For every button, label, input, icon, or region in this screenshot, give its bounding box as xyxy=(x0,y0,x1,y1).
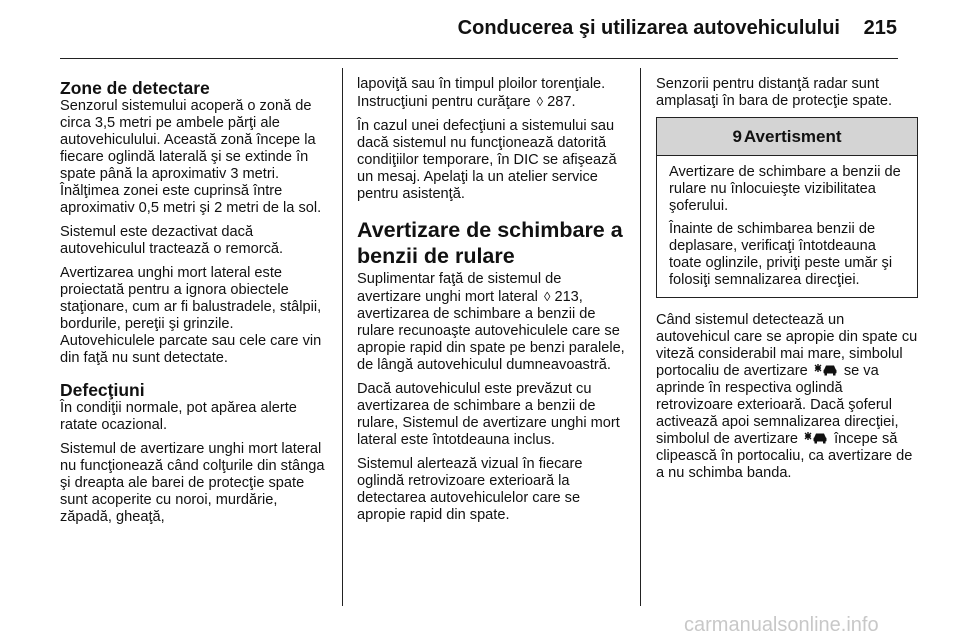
page-reference-link[interactable]: 213, xyxy=(554,289,583,305)
column-2 xyxy=(357,76,627,531)
column-1 xyxy=(60,78,328,533)
paragraph: Sistemul de avertizare unghi mort lateral nu funcţionează când colţurile din stânga şi dreapta ale barei de protecţie spate sunt acoperite cu noroi, murdărie, zăpadă, gheaţă, xyxy=(60,441,325,525)
watermark: carmanualsonline.info xyxy=(684,614,879,636)
column-divider-2 xyxy=(640,68,641,606)
lane-change-car-icon xyxy=(804,431,828,444)
header-divider xyxy=(60,58,898,59)
section-title-lane-change: Avertizare de schimbare a benzii de rulare xyxy=(357,218,623,268)
paragraph: Sistemul este dezactivat dacă autovehiculul tractează o remorcă. xyxy=(60,224,284,257)
warning-text: Avertizare de schimbare a benzii de rulare nu înlocuieşte vizibilitatea şoferului. xyxy=(669,164,901,214)
warning-text: Înainte de schimbarea benzii de deplasare, verificaţi întotdeauna toate oglinzile, priviţi peste umăr şi folosiţi semnalizarea direcţiei. xyxy=(669,221,893,288)
lane-change-car-icon xyxy=(814,363,838,376)
paragraph: Dacă autovehiculul este prevăzut cu avertizarea de schimbare a benzii de rulare, Sistemul de avertizare unghi mort lateral este întotdeauna inclus. xyxy=(357,381,620,448)
heading-detection-zones: Zone de detectare xyxy=(60,78,210,98)
paragraph: În condiţii normale, pot apărea alerte ratate ocazional. xyxy=(60,400,297,433)
paragraph: Când sistemul detectează un autovehicul care se apropie din spate cu viteză considerabil mai mare, simbolul portocaliu de avertizare se va aprinde în respectiva oglindă retrovizoare exterioară. Dacă şoferul activează apoi semnalizarea direcţiei, simbolul de avertizare începe să clipească în portocaliu, ca avertizare de a nu schimba banda. xyxy=(656,312,918,481)
warning-box xyxy=(656,117,918,298)
paragraph: În cazul unei defecţiuni a sistemului sau dacă sistemul nu funcţionează datorită condiţiilor temporare, în DIC se afişează un mesaj. Apelaţi la un atelier service pentru asistenţă. xyxy=(357,118,617,202)
column-divider-1 xyxy=(342,68,343,606)
page-number: 215 xyxy=(863,17,897,39)
paragraph: lapoviţă sau în timpul ploilor torenţiale. Instrucţiuni pentru curăţare ◊ 287. xyxy=(357,76,606,110)
paragraph: Suplimentar faţă de sistemul de avertizare unghi mort lateral ◊ 213, avertizarea de schimbare a benzii de rulare recunoaşte autovehiculele care se apropie rapid din spate pe benzi paralele, de lângă autovehiculul dumneavoastră. xyxy=(357,271,625,373)
warning-body xyxy=(657,156,917,297)
reference-arrow-icon: ◊ xyxy=(543,289,551,304)
paragraph: Senzorul sistemului acoperă o zonă de circa 3,5 metri pe ambele părţi ale autovehiculului. Această zonă începe la fiecare oglindă laterală şi se extinde în spate până la aproximativ 3 metri. Înălţimea zonei este cuprinsă între aproximativ 0,5 metri şi 2 metri de la sol. xyxy=(60,98,322,216)
column-3 xyxy=(656,76,918,489)
warning-header xyxy=(657,118,917,156)
reference-arrow-icon: ◊ xyxy=(536,94,544,109)
page-reference-link[interactable]: 287. xyxy=(547,94,576,110)
heading-malfunctions: Defecţiuni xyxy=(60,380,145,400)
warning-triangle-icon: 9 xyxy=(732,127,742,146)
warning-title: Avertisment xyxy=(743,127,842,146)
header-title: Conducerea şi utilizarea autovehiculului xyxy=(457,17,840,39)
paragraph: Sistemul alertează vizual în fiecare oglindă retrovizoare exterioară la detectarea autovehiculelor care se apropie rapid din spate. xyxy=(357,456,583,523)
paragraph: Senzorii pentru distanţă radar sunt amplasaţi în bara de protecţie spate. xyxy=(656,76,893,109)
paragraph: Avertizarea unghi mort lateral este proiectată pentru a ignora obiectele staţionare, cum ar fi balustradele, stâlpii, bordurile, pereţii şi grinzile. Autovehiculele parcate sau cele care vin din faţă nu sunt detectate. xyxy=(60,265,322,366)
